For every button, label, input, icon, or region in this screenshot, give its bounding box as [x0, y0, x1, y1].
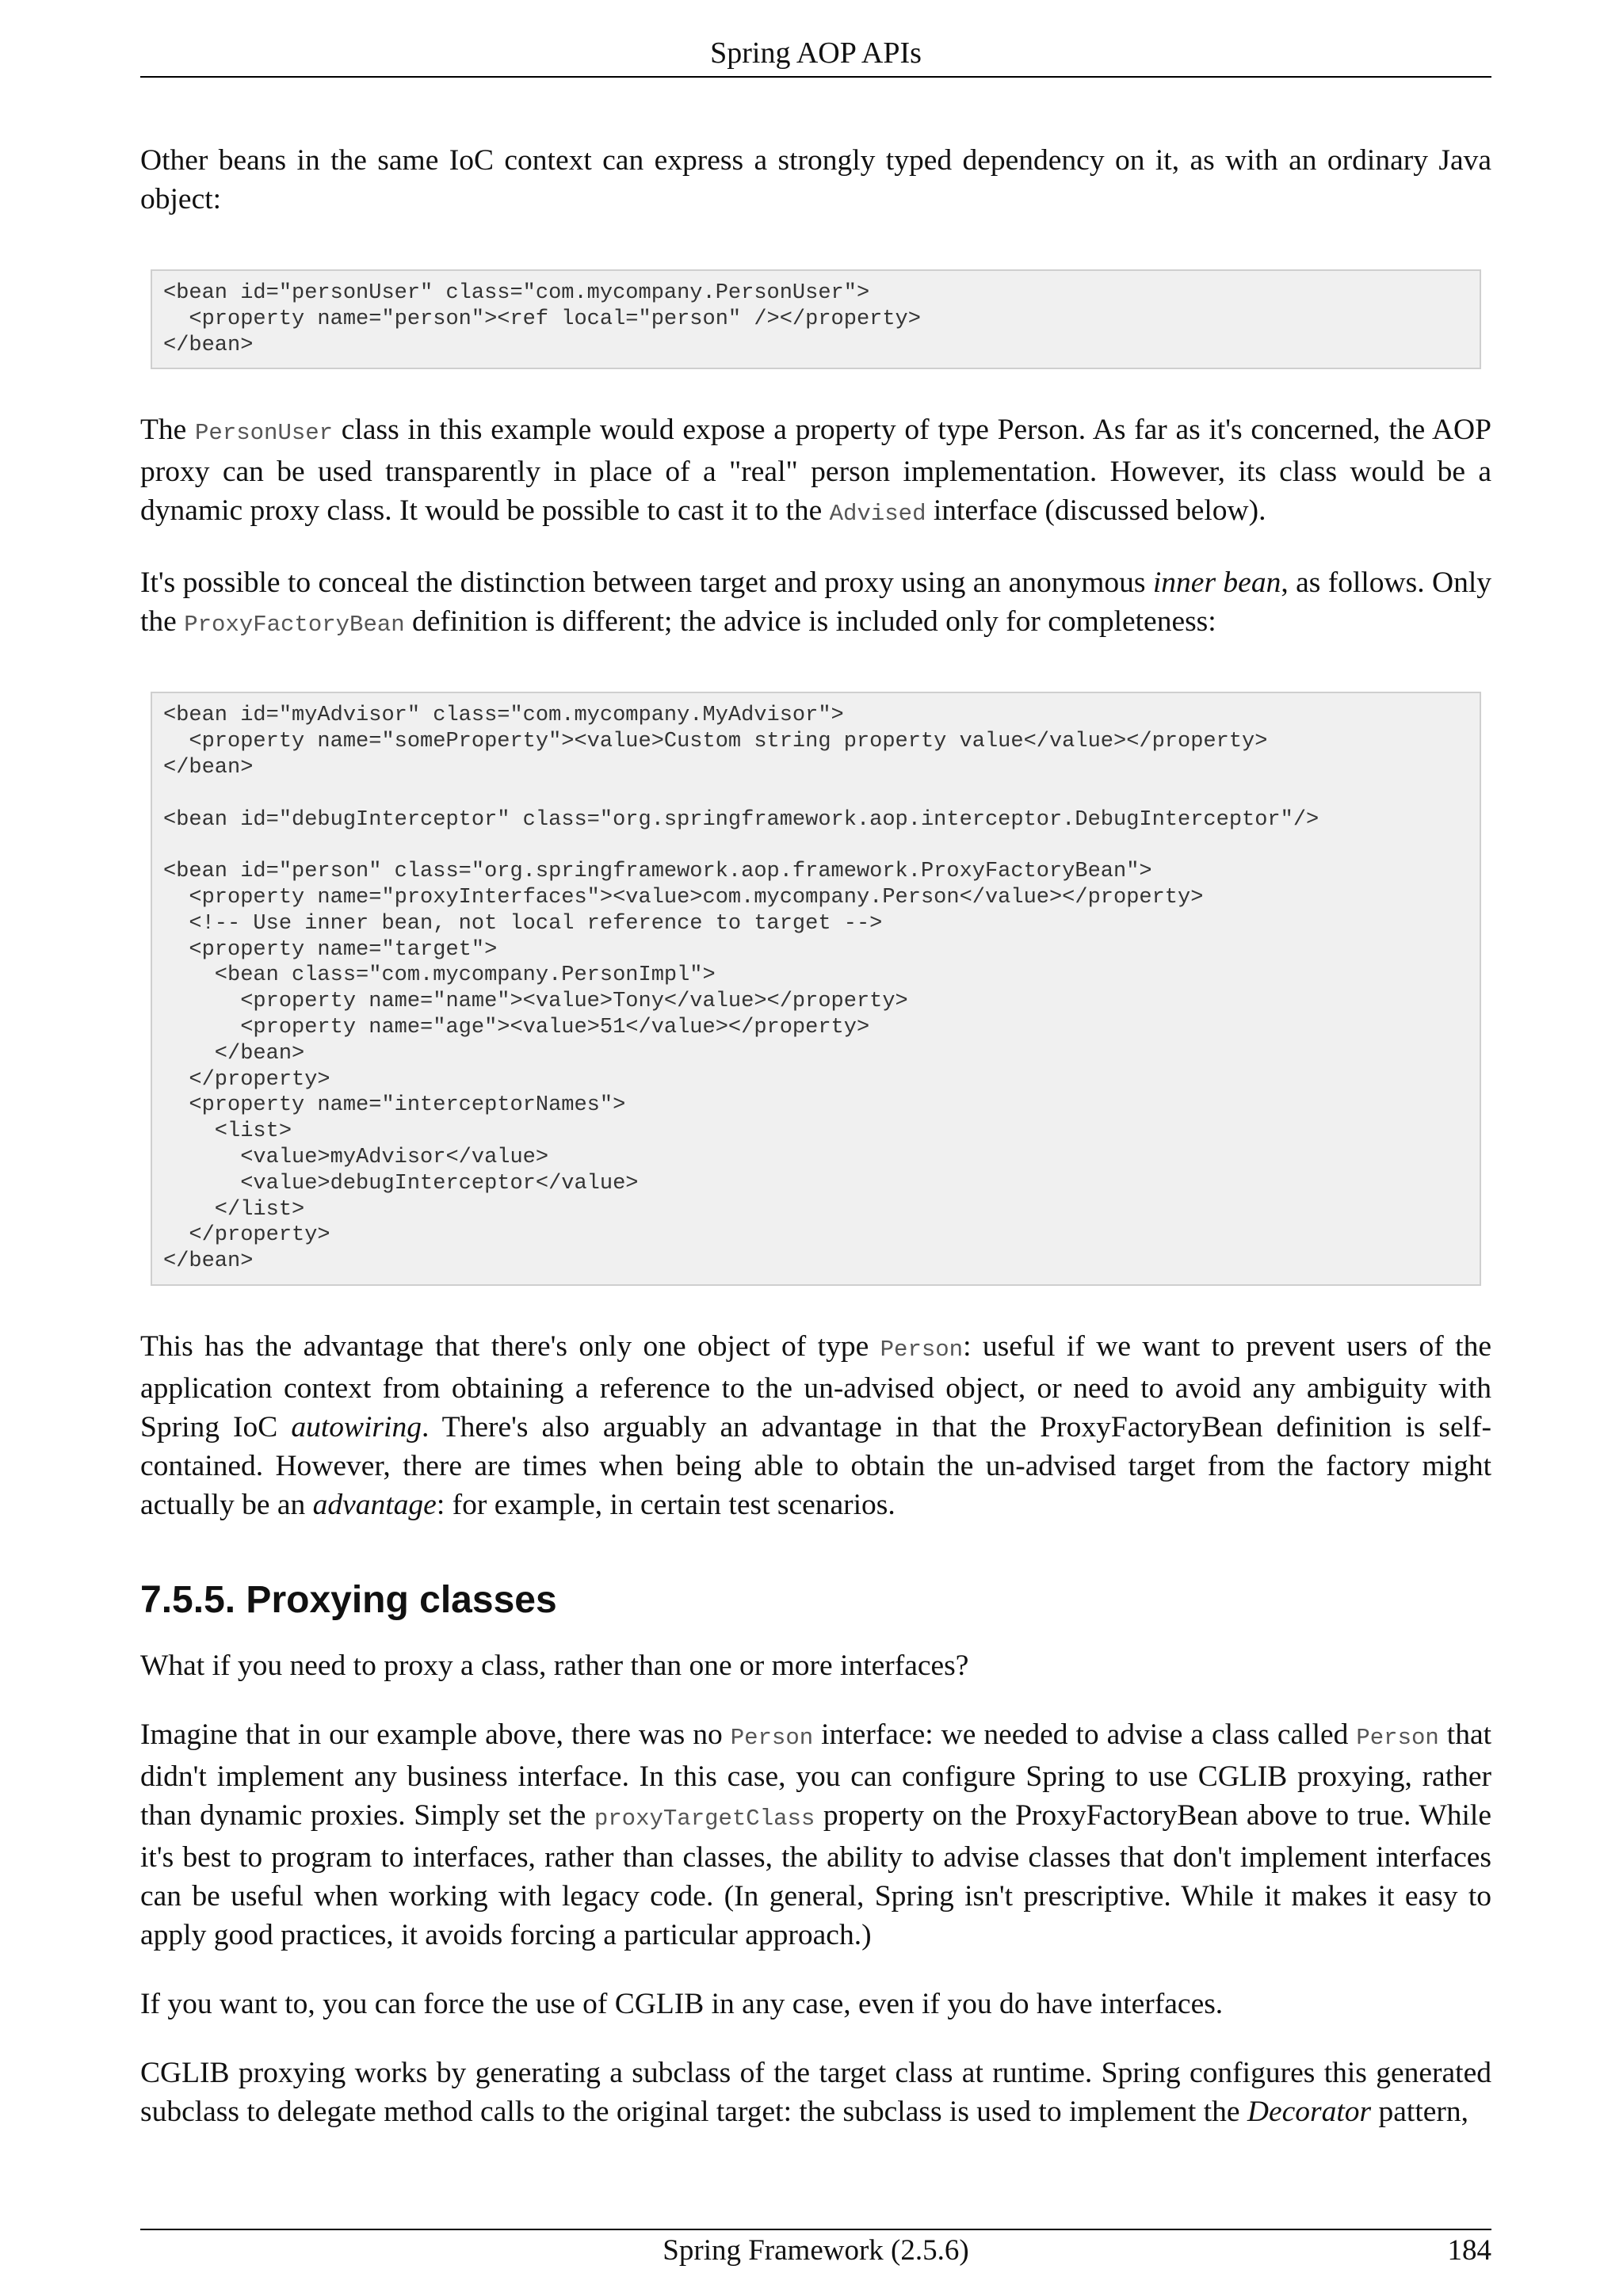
inline-code-proxytargetclass: proxyTargetClass	[594, 1805, 815, 1832]
document-page	[140, 0, 1491, 2296]
page-number: 184	[1447, 2234, 1491, 2267]
header-rule	[140, 76, 1491, 78]
running-header: Spring AOP APIs	[710, 36, 922, 70]
inline-code-personuser: PersonUser	[195, 420, 334, 447]
code-block-inner-bean: <bean id="myAdvisor" class="com.mycompany.MyAdvisor"> <property name="someProperty"><value>Custom string property value</value></property> </bean> <bean id="debugInterceptor" class="org.springframework.aop.interceptor.DebugInterceptor"/> <bean id="person" class="org.springframework.aop.framework.ProxyFactoryBean"> <property name="proxyInterfaces"><value>com.mycompany.Person</value></property> <!-- Use inner bean, not local reference to target --> <property name="target"> <bean class="com.mycompany.PersonImpl"> <property name="name"><value>Tony</value></property> <property name="age"><value>51</value></property> </bean> </property> <property name="interceptorNames"> <list> <value>myAdvisor</value> <value>debugInterceptor</value> </list> </property> </bean>	[151, 692, 1481, 1286]
inline-code-person-class: Person	[1356, 1724, 1439, 1751]
section-heading: 7.5.5. Proxying classes	[140, 1578, 557, 1621]
page-footer	[140, 2233, 1491, 2269]
paragraph-cglib-subclass: CGLIB proxying works by generating a subclass of the target class at runtime. Spring configures this generated subclass to delegate method calls to the original target: the subclass is used to implement the Decorator pattern,	[140, 2056, 1491, 2128]
inline-code-advised: Advised	[829, 501, 926, 528]
footer-title: Spring Framework (2.5.6)	[663, 2234, 969, 2267]
page-body	[140, 141, 1491, 2131]
paragraph-personuser: The PersonUser class in this example would expose a property of type Person. As far as it's concerned, the AOP proxy can be used transparently in place of a "real" person implementation. However, its class would be a dynamic proxy class. It would be possible to cast it to the Advised interface (discussed below).	[140, 414, 1491, 528]
paragraph-question: What if you need to proxy a class, rather than one or more interfaces?	[140, 1649, 969, 1682]
paragraph-force-cglib: If you want to, you can force the use of CGLIB in any case, even if you do have interfaces.	[140, 1987, 1224, 2020]
code-block-person-user: <bean id="personUser" class="com.mycompany.PersonUser"> <property name="person"><ref local="person" /></property> </bean>	[151, 269, 1481, 369]
paragraph-inner-bean: It's possible to conceal the distinction between target and proxy using an anonymous inner bean, as follows. Only the ProxyFactoryBean definition is different; the advice is included only for completeness:	[140, 566, 1491, 639]
paragraph-intro: Other beans in the same IoC context can express a strongly typed dependency on it, as with an ordinary Java object:	[140, 144, 1491, 215]
paragraph-advantage: This has the advantage that there's only one object of type Person: useful if we want to prevent users of the application context from obtaining a reference to the un-advised object, or need to avoid any ambiguity with Spring IoC autowiring. There's also arguably an advantage in that the ProxyFactoryBean definition is self-contained. However, there are times when being able to obtain the un-advised target from the factory might actually be an advantage: for example, in certain test scenarios.	[140, 1329, 1491, 1521]
inline-code-person-interface: Person	[730, 1724, 814, 1751]
footer-rule	[140, 2229, 1491, 2230]
paragraph-cglib-config: Imagine that in our example above, there was no Person interface: we needed to advise a class called Person that didn't implement any business interface. In this case, you can configure Spring to use CGLIB proxying, rather than dynamic proxies. Simply set the proxyTargetClass property on the ProxyFactoryBean above to true. While it's best to program to interfaces, rather than classes, the ability to advise classes that don't implement interfaces can be useful when working with legacy code. (In general, Spring isn't prescriptive. While it makes it easy to apply good practices, it avoids forcing a particular approach.)	[140, 1718, 1492, 1951]
inline-code-person: Person	[880, 1336, 964, 1363]
inline-code-proxyfactorybean: ProxyFactoryBean	[184, 612, 405, 639]
